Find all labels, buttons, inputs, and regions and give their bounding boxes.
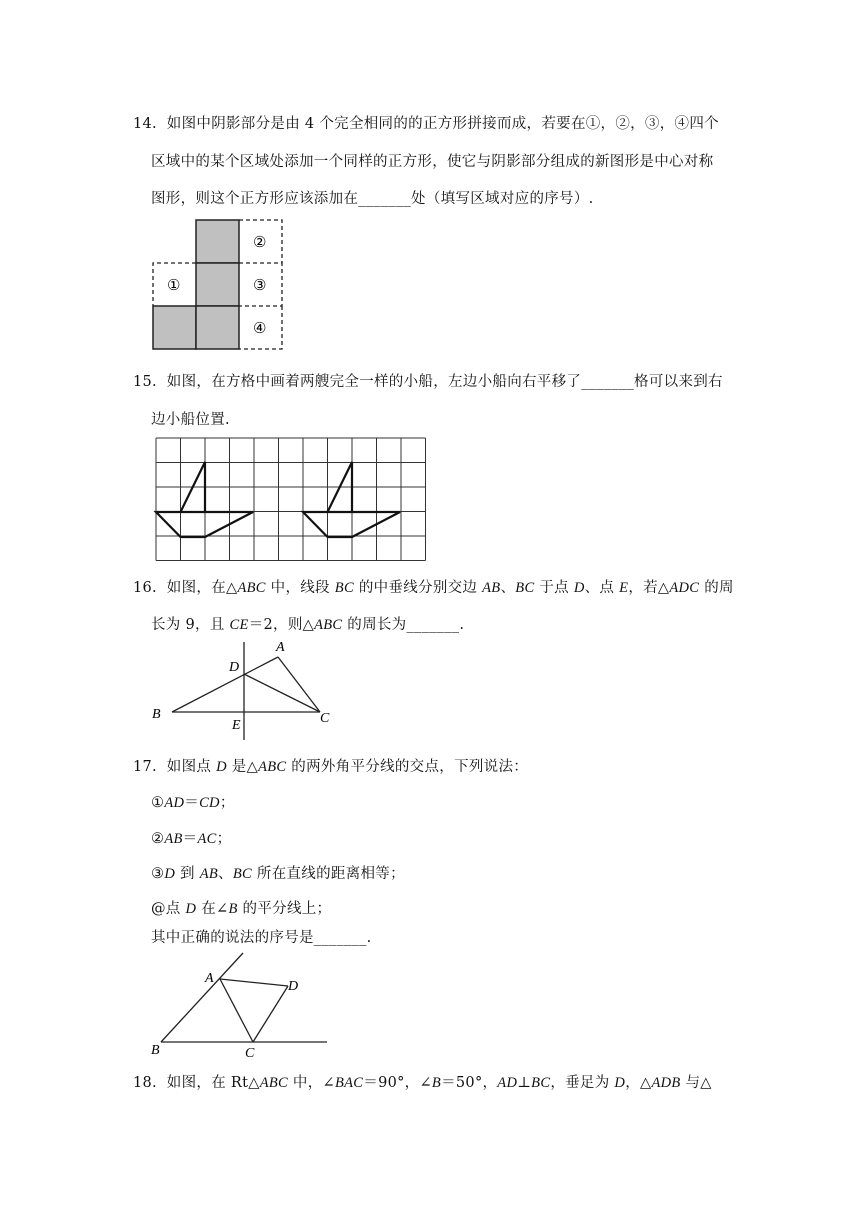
q17-statement-5 — [151, 926, 372, 947]
q17-statement-4 — [151, 897, 331, 918]
q18-text: D — [614, 1075, 626, 1091]
q16-text: E — [619, 580, 629, 596]
label-A: A — [276, 640, 285, 655]
q17-text: AC — [197, 831, 217, 847]
q17-text: 其中正确的说法的序号是_______. — [151, 930, 372, 946]
q14-text-2: 区域中的某个区域处添加一个同样的正方形，使它与阴影部分组成的新图形是中心对称 — [151, 154, 714, 170]
q14-label-4: ④ — [253, 321, 267, 337]
q16-text: 如图，在△ — [166, 580, 238, 596]
q17-text: 的平分线上； — [237, 901, 332, 917]
q17-text: ＝ — [182, 831, 198, 847]
q14-line3 — [151, 187, 594, 208]
q16-text: D — [573, 580, 585, 596]
q17-text: D — [164, 866, 176, 882]
q17-line1 — [133, 755, 528, 776]
q17-text: AD — [164, 795, 185, 811]
q17-text: BC — [232, 866, 252, 882]
q16-number: 16. — [133, 580, 157, 596]
q14-shaded-square — [153, 306, 196, 349]
q17-text: 如图点 — [166, 759, 217, 775]
q17-text: ③ — [151, 866, 165, 882]
segment-AC — [278, 657, 320, 712]
q17-statement-1 — [151, 791, 235, 812]
label-C: C — [320, 711, 330, 726]
q16-text: AB — [482, 580, 501, 596]
q17-text: @点 — [151, 901, 186, 917]
label-B: B — [152, 707, 161, 722]
segment-BA — [172, 657, 278, 712]
q18-text: 中，∠ — [288, 1075, 335, 1091]
q18-text: B — [431, 1075, 442, 1091]
q17-text: ； — [219, 795, 235, 811]
label-D: D — [229, 660, 240, 675]
q14-shaded-square — [196, 220, 239, 263]
q18-text: BAC — [334, 1075, 364, 1091]
q17-text: ； — [216, 831, 232, 847]
q14-text-3: 图形，则这个正方形应该添加在_______处（填写区域对应的序号）. — [151, 191, 594, 207]
q16-text: 的周 — [699, 580, 734, 596]
q17-statement-3 — [151, 862, 405, 883]
q18-text: ，垂足为 — [550, 1075, 615, 1091]
q16-line2 — [151, 613, 464, 634]
label-E: E — [232, 718, 241, 733]
q18-text: AD — [497, 1075, 518, 1091]
segment-DC — [244, 674, 320, 712]
label-B: B — [151, 1043, 160, 1058]
segment-AD — [220, 979, 288, 986]
q14-shaded-square — [196, 263, 239, 306]
q16-text: 于点 — [534, 580, 574, 596]
q17-text: CD — [199, 795, 220, 811]
q15-line1 — [133, 370, 723, 391]
segment-DC — [253, 986, 288, 1042]
q17-number: 17. — [133, 759, 157, 775]
q14-label-3: ③ — [253, 278, 267, 294]
q17-text: B — [228, 901, 238, 917]
q17-text: 所在直线的距离相等； — [252, 866, 405, 882]
label-A: A — [205, 971, 214, 986]
q18-line1 — [133, 1071, 712, 1092]
q16-text: 的中垂线分别交边 — [353, 580, 483, 596]
q14-line1 — [133, 112, 719, 133]
q15-number: 15. — [133, 374, 157, 390]
q16-figure — [148, 636, 338, 744]
q17-text: 到 — [175, 866, 200, 882]
q16-text: CE — [229, 617, 249, 633]
q15-text-1: 如图，在方格中画着两艘完全一样的小船，左边小船向右平移了_______格可以来到右 — [166, 374, 723, 390]
q16-text: ABC — [314, 617, 343, 633]
q17-text: 的两外角平分线的交点，下列说法： — [286, 759, 529, 775]
q14-label-2: ② — [253, 235, 267, 251]
q17-text: ① — [151, 795, 165, 811]
q16-line1 — [133, 576, 734, 597]
q16-text: 长为 9，且 — [151, 617, 230, 633]
q16-text: 的周长为_______. — [342, 617, 465, 633]
q18-number: 18. — [133, 1075, 157, 1091]
q18-text: ＝50°， — [441, 1075, 498, 1091]
q17-text: ② — [151, 831, 165, 847]
q17-statement-2 — [151, 827, 231, 848]
q18-text: ＝90°，∠ — [363, 1075, 432, 1091]
q16-text: ＝2，则△ — [248, 617, 315, 633]
q18-text: 与△ — [680, 1075, 712, 1091]
q17-text: ABC — [258, 759, 287, 775]
q18-text: ADB — [651, 1075, 681, 1091]
q17-figure — [147, 948, 332, 1060]
q14-number: 14. — [133, 116, 157, 132]
q17-text: 是△ — [226, 759, 259, 775]
q17-text: D — [185, 901, 197, 917]
q14-label-1: ① — [167, 278, 181, 294]
q17-text: 、 — [218, 866, 233, 882]
q17-text: AB — [164, 831, 183, 847]
q18-text: ，△ — [625, 1075, 652, 1091]
q16-text: BC — [334, 580, 354, 596]
q16-text: ，若△ — [628, 580, 670, 596]
q16-text: ADC — [669, 580, 700, 596]
q14-figure — [150, 216, 290, 356]
q15-text-2: 边小船位置. — [151, 412, 230, 428]
segment-AC — [220, 979, 253, 1042]
q16-text: 、点 — [584, 580, 620, 596]
q14-text-1: 如图中阴影部分是由 4 个完全相同的的正方形拼接而成，若要在①，②，③，④四个 — [166, 116, 719, 132]
q17-text: AB — [199, 866, 219, 882]
q14-line2 — [151, 150, 713, 171]
q16-text: ABC — [237, 580, 266, 596]
q18-text: 如图，在 Rt△ — [166, 1075, 260, 1091]
q18-text: ABC — [259, 1075, 288, 1091]
q16-text: BC — [515, 580, 535, 596]
label-C: C — [245, 1046, 255, 1060]
q17-text: ＝ — [184, 795, 200, 811]
q18-text: BC — [531, 1075, 551, 1091]
label-D: D — [288, 979, 299, 994]
q17-text: 在∠ — [196, 901, 229, 917]
q17-text: D — [216, 759, 227, 775]
q18-text: ⊥ — [517, 1075, 532, 1091]
q16-text: 、 — [500, 580, 516, 596]
ray-BA-extended — [161, 953, 243, 1042]
q14-shaded-square — [196, 306, 239, 349]
q15-line2 — [151, 408, 230, 429]
q16-text: 中，线段 — [265, 580, 335, 596]
q15-grid-figure — [152, 434, 432, 564]
